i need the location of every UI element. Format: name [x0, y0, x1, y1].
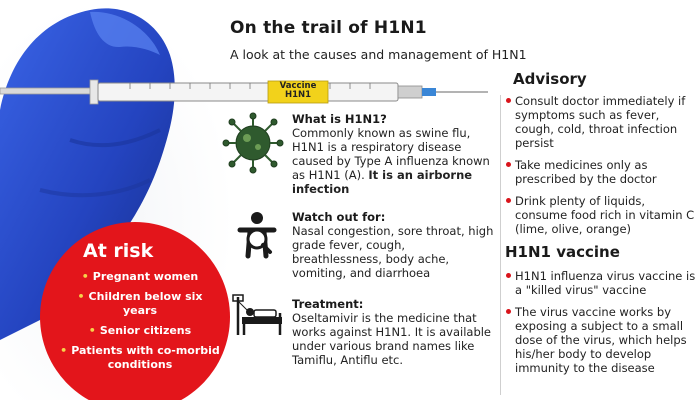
vaccine-section [505, 243, 697, 383]
advisory-item: Drink plenty of liquids, consume food rich in vitamin C (lime, olive, orange) [505, 194, 697, 236]
watch-section [292, 210, 497, 280]
what-text-normal: Commonly known as swine flu, H1N1 is a respiratory disease caused by Type A influenza known as H1N1 (A). [292, 126, 490, 182]
what-text [292, 126, 497, 196]
bullet-dot-icon: • [88, 324, 96, 337]
bullet-dot-icon: • [77, 290, 85, 303]
treatment-text: Oseltamivir is the medicine that works against H1N1. It is available under various brand names like Tamiflu, Antiflu etc. [292, 311, 492, 367]
watch-heading: Watch out for: [292, 210, 386, 224]
at-risk-title: At risk [83, 240, 154, 262]
vaccine-item: H1N1 influenza virus vaccine is a "killed virus" vaccine [505, 269, 697, 297]
virus-icon [222, 112, 284, 174]
column-divider [500, 95, 501, 395]
advisory-item: Take medicines only as prescribed by the doctor [505, 158, 697, 186]
syringe-label-line1: Vaccine [279, 81, 317, 91]
vaccine-item: The virus vaccine works by exposing a subject to a small dose of the virus, which helps his/her body to develop immunity to the disease [505, 305, 697, 375]
treatment-heading: Treatment: [292, 297, 364, 311]
at-risk-item [60, 270, 220, 284]
advisory-section [505, 70, 697, 244]
at-risk-list [60, 270, 220, 378]
person-magnifier-icon [232, 210, 282, 260]
at-risk-item [60, 344, 220, 372]
at-risk-item-label: Patients with co-morbid conditions [71, 344, 220, 371]
at-risk-item-label: Children below six years [88, 290, 203, 317]
watch-text: Nasal congestion, sore throat, high grade fever, cough, breathlessness, body ache, vomiting, and diarrhoea [292, 224, 494, 280]
vaccine-title: H1N1 vaccine [505, 243, 620, 261]
advisory-title: Advisory [513, 70, 587, 88]
treatment-section [292, 297, 497, 367]
what-section [292, 112, 497, 196]
at-risk-item [60, 324, 220, 338]
at-risk-item-label: Senior citizens [99, 324, 192, 337]
bullet-dot-icon: • [81, 270, 89, 283]
page-subtitle: A look at the causes and management of H1N1 [230, 47, 527, 62]
syringe-label [268, 82, 328, 100]
bullet-dot-icon: • [60, 344, 68, 357]
what-heading: What is H1N1? [292, 112, 387, 126]
page-title: On the trail of H1N1 [230, 18, 427, 38]
hospital-bed-icon [230, 293, 286, 337]
syringe-icon [0, 72, 490, 112]
syringe-label-line2: H1N1 [284, 90, 312, 100]
advisory-item: Consult doctor immediately if symptoms such as fever, cough, cold, throat infection persist [505, 94, 697, 150]
what-text-bold: It is an airborne infection [292, 168, 473, 196]
at-risk-item [60, 290, 220, 318]
at-risk-item-label: Pregnant women [92, 270, 199, 283]
